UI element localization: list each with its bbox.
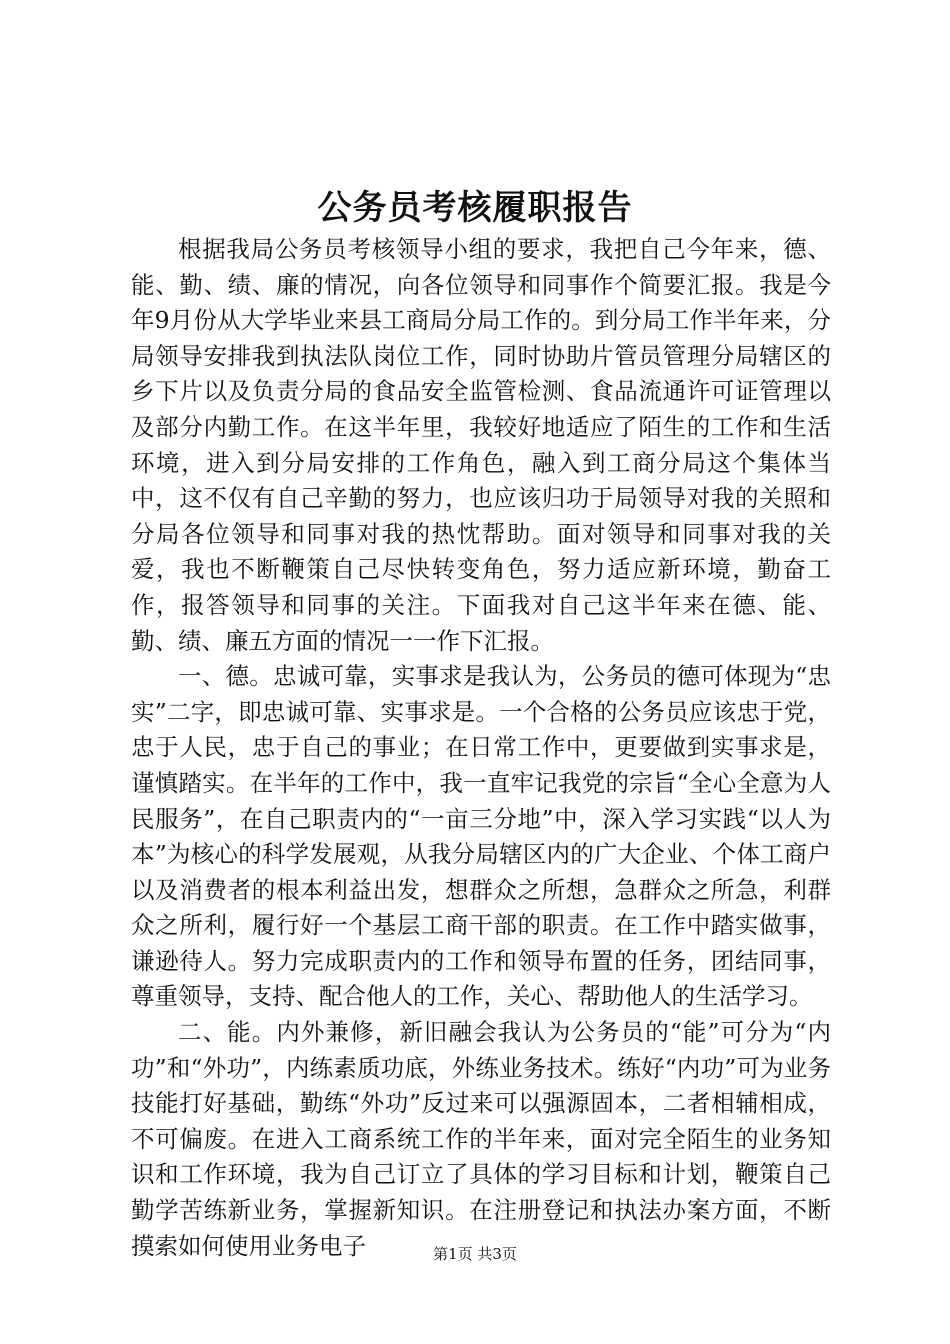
paragraph-intro: 根据我局公务员考核领导小组的要求，我把自己今年来，德、能、勤、绩、廉的情况，向各位领导和同事作个简要汇报。我是今年9月份从大学毕业来县工商局分局工作的。到分局工作半年来，分局领导安排我到执法队岗位工作，同时协助片管员管理分局辖区的乡下片以及负责分局的食品安全监管检测、食品流通许可证管理以及部分内勤工作。在这半年里，我较好地适应了陌生的工作和生活环境，进入到分局安排的工作角色，融入到工商分局这个集体当中，这不仅有自己辛勤的努力，也应该归功于局领导对我的关照和分局各位领导和同事对我的热忱帮助。面对领导和同事对我的关爱，我也不断鞭策自己尽快转变角色，努力适应新环境，勤奋工作，报答领导和同事的关注。下面我对自己这半年来在德、能、勤、绩、廉五方面的情况一一作下汇报。 bbox=[131, 235, 831, 655]
document-title: 公务员考核履职报告 bbox=[317, 188, 633, 228]
paragraph-de: 一、德。忠诚可靠，实事求是我认为，公务员的德可体现为“忠实”二字，即忠诚可靠、实事求是。一个合格的公务员应该忠于党，忠于人民，忠于自己的事业；在日常工作中，更要做到实事求是，谨慎踏实。在半年的工作中，我一直牢记我党的宗旨“全心全意为人民服务”，在自己职责内的“一亩三分地”中，深入学习实践“以人为本”为核心的科学发展观，从我分局辖区内的广大企业、个体工商户以及消费者的根本利益出发，想群众之所想，急群众之所急，利群众之所利，履行好一个基层工商干部的职责。在工作中踏实做事，谦逊待人。努力完成职责内的工作和领导布置的任务，团结同事，尊重领导，支持、配合他人的工作，关心、帮助他人的生活学习。 bbox=[131, 662, 831, 1011]
paragraph-neng: 二、能。内外兼修，新旧融会我认为公务员的“能”可分为“内功”和“外功”，内练素质功底，外练业务技术。练好“内功”可为业务技能打好基础，勤练“外功”反过来可以强源固本，二者相辅相成，不可偏废。在进入工商系统工作的半年来，面对完全陌生的业务知识和工作环境，我为自己订立了具体的学习目标和计划，鞭策自己勤学苦练新业务，掌握新知识。在注册登记和执法办案方面，不断摸索如何使用业务电子 bbox=[131, 1018, 831, 1260]
document-body bbox=[131, 232, 831, 1264]
page-number-footer: 第1页 共3页 bbox=[433, 1245, 517, 1263]
